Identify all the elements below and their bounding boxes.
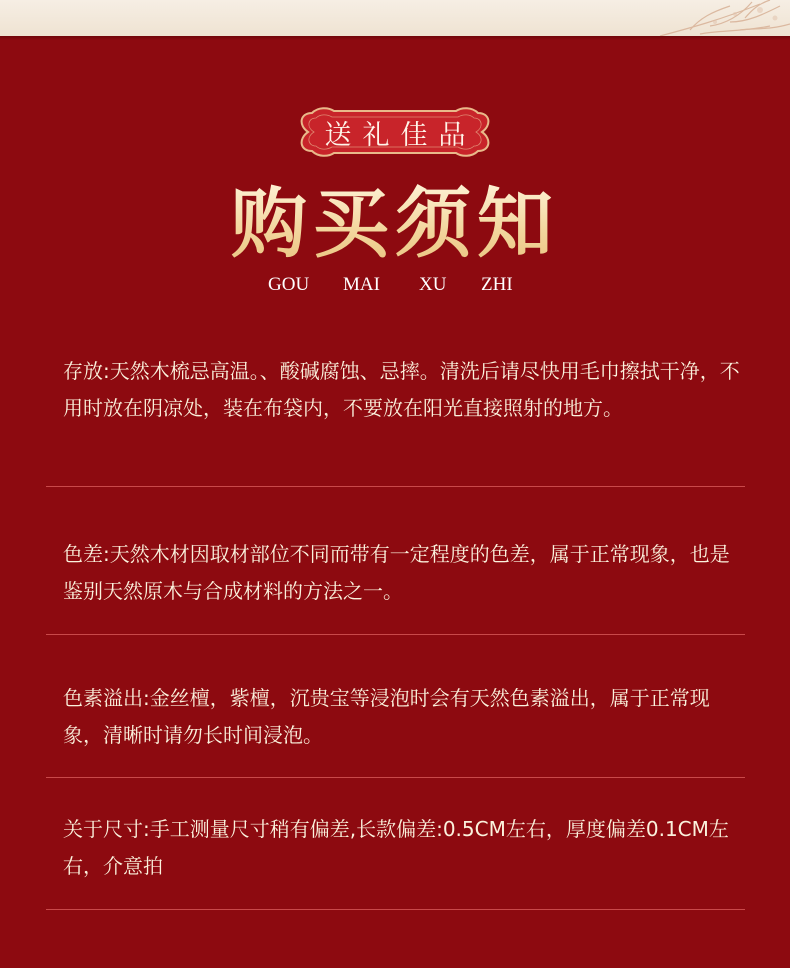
pinyin-gou: GOU — [268, 274, 310, 295]
pigment-bleed-notice: 色素溢出:金丝檀，紫檀，沉贵宝等浸泡时会有天然色素溢出，属于正常现象，清晰时请勿长时间浸泡。 — [63, 686, 710, 747]
section-divider — [46, 777, 745, 778]
pinyin-zhi: ZHI — [481, 274, 513, 295]
section-divider — [46, 486, 745, 487]
section-divider — [46, 909, 745, 910]
coral-branch-decoration — [0, 0, 790, 36]
section-divider — [46, 634, 745, 635]
top-decorative-strip — [0, 0, 790, 36]
page-title: 购买须知 — [0, 176, 790, 272]
storage-notice: 存放:天然木梳忌高温。、酸碱腐蚀、忌摔。清洗后请尽快用毛巾擦拭干净，不用时放在阴凉处，装在布袋内，不要放在阳光直接照射的地方。 — [63, 359, 740, 420]
size-notice: 关于尺寸:手工测量尺寸稍有偏差,长款偏差:0.5CM左右，厚度偏差0.1CM左右，介意拍 — [63, 817, 729, 878]
color-difference-notice: 色差:天然木材因取材部位不同而带有一定程度的色差，属于正常现象，也是鉴别天然原木与合成材料的方法之一。 — [63, 542, 730, 603]
header-shadow — [0, 36, 790, 40]
pinyin-xu: XU — [419, 274, 447, 295]
badge-label: 送礼佳品 — [324, 119, 477, 151]
pinyin-mai: MAI — [343, 274, 380, 295]
gift-badge — [294, 103, 496, 161]
